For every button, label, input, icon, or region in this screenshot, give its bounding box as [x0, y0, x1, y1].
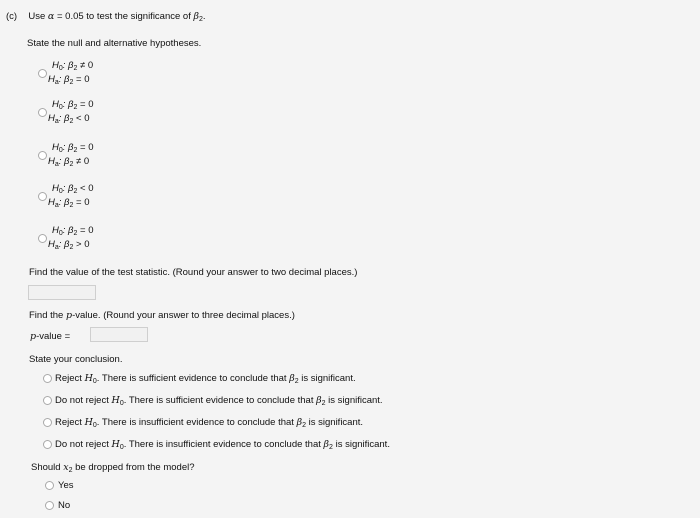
alt-hypothesis [48, 74, 90, 86]
conclusion-radio[interactable] [43, 396, 52, 405]
hypothesis-symbol: H [52, 183, 59, 194]
hypothesis-symbol: H [48, 156, 55, 167]
hypothesis-relation: < 0 [73, 113, 90, 124]
hypothesis-subscript: 0 [58, 65, 63, 72]
hypothesis-radio[interactable] [38, 192, 47, 201]
h-subscript: 0 [92, 378, 97, 385]
conclusion-action: Do not reject [55, 439, 109, 450]
hypothesis-subscript: 0 [58, 147, 63, 154]
beta-symbol: β [296, 417, 303, 428]
alt-hypothesis [48, 156, 89, 168]
hypothesis-symbol: H [48, 239, 55, 250]
p-value-prompt-italic: p [65, 310, 73, 321]
beta-subscript: 2 [73, 188, 78, 195]
hypothesis-symbol: H [52, 60, 59, 71]
conclusion-text: . There is insufficient evidence to conclude that [123, 439, 321, 450]
drop-question [31, 462, 195, 474]
alt-hypothesis [48, 239, 90, 251]
beta-subscript: 2 [69, 161, 74, 168]
hypothesis-subscript: a [54, 202, 59, 209]
p-value-prompt [29, 310, 295, 321]
null-hypothesis [52, 60, 93, 72]
h-subscript: 0 [119, 444, 124, 451]
h-symbol: H [84, 373, 93, 384]
p-value-prompt-pre: Find the [29, 310, 64, 321]
beta-symbol: : β [62, 183, 74, 194]
beta-subscript: 2 [73, 104, 78, 111]
drop-question-pre: Should [31, 462, 61, 473]
hypothesis-radio[interactable] [38, 234, 47, 243]
hypothesis-relation: = 0 [77, 142, 94, 153]
conclusion-radio[interactable] [43, 440, 52, 449]
beta-symbol: : β [58, 239, 70, 250]
conclusion-option[interactable] [55, 373, 356, 385]
h-subscript: 0 [92, 422, 97, 429]
conclusion-radio[interactable] [43, 418, 52, 427]
conclusion-radio[interactable] [43, 374, 52, 383]
alt-hypothesis [48, 113, 90, 125]
hypothesis-radio[interactable] [38, 69, 47, 78]
hypothesis-relation: < 0 [77, 183, 94, 194]
conclusion-action: Reject [55, 417, 82, 428]
p-value-label-italic: p [30, 331, 37, 342]
hypothesis-subscript: a [54, 244, 59, 251]
hypothesis-symbol: H [52, 99, 59, 110]
beta-subscript: 2 [321, 400, 326, 407]
beta-subscript: 2 [69, 118, 74, 125]
beta-symbol: : β [62, 142, 74, 153]
hypotheses-heading: State the null and alternative hypotheses. [27, 38, 202, 49]
beta-subscript: 2 [199, 16, 203, 23]
beta-symbol: : β [58, 113, 70, 124]
test-statistic-input[interactable] [28, 285, 96, 300]
beta-symbol: : β [58, 74, 70, 85]
beta-subscript: 2 [69, 244, 74, 251]
beta-subscript: 2 [69, 79, 74, 86]
prompt-pre: Use [28, 11, 46, 22]
conclusion-text: . There is sufficient evidence to conclude that [96, 373, 287, 384]
conclusion-heading: State your conclusion. [29, 354, 123, 365]
h-symbol: H [111, 439, 120, 450]
period: . [202, 11, 206, 22]
conclusion-action: Reject [55, 373, 82, 384]
hypothesis-subscript: 0 [58, 230, 63, 237]
hypothesis-subscript: a [54, 118, 59, 125]
drop-question-post: be dropped from the model? [75, 462, 195, 473]
conclusion-option[interactable] [55, 439, 390, 451]
conclusion-tail: is significant. [301, 373, 356, 384]
conclusion-action: Do not reject [55, 395, 109, 406]
hypothesis-symbol: H [52, 142, 59, 153]
conclusion-option[interactable] [55, 395, 383, 407]
p-value-prompt-post: -value. (Round your answer to three decimal places.) [72, 310, 295, 321]
conclusion-tail: is significant. [328, 395, 383, 406]
beta-symbol: β [193, 11, 199, 22]
conclusion-tail: is significant. [308, 417, 364, 428]
hypothesis-symbol: H [48, 197, 55, 208]
hypothesis-subscript: 0 [58, 188, 63, 195]
conclusion-option[interactable] [55, 417, 363, 429]
beta-subscript: 2 [73, 65, 78, 72]
beta-subscript: 2 [69, 202, 74, 209]
drop-answer-label[interactable]: Yes [58, 480, 74, 491]
hypothesis-subscript: a [54, 161, 59, 168]
null-hypothesis [52, 183, 94, 195]
beta-subscript: 2 [73, 230, 78, 237]
hypothesis-relation: = 0 [73, 74, 90, 85]
beta-subscript: 2 [329, 444, 333, 451]
hypothesis-relation: = 0 [77, 225, 94, 236]
null-hypothesis [52, 225, 94, 237]
beta-subscript: 2 [294, 378, 299, 385]
p-value-label [30, 331, 70, 342]
hypothesis-radio[interactable] [38, 108, 47, 117]
beta-subscript: 2 [73, 147, 78, 154]
h-symbol: H [84, 417, 93, 428]
beta-symbol: : β [58, 156, 70, 167]
hypothesis-symbol: H [48, 113, 55, 124]
null-hypothesis [52, 142, 94, 154]
beta-subscript: 2 [302, 422, 306, 429]
hypothesis-relation: ≠ 0 [77, 60, 94, 71]
hypothesis-subscript: a [54, 79, 59, 86]
beta-symbol: β [316, 395, 322, 406]
hypothesis-symbol: H [48, 74, 55, 85]
beta-symbol: : β [62, 60, 74, 71]
hypothesis-radio[interactable] [38, 151, 47, 160]
drop-answer-label[interactable]: No [58, 500, 71, 511]
part-label: (c) [6, 11, 18, 22]
conclusion-text: . There is sufficient evidence to conclude that [123, 395, 314, 406]
hypothesis-relation: = 0 [77, 99, 94, 110]
drop-answer-radio[interactable] [45, 481, 54, 490]
hypothesis-relation: ≠ 0 [73, 156, 90, 167]
x-subscript: 2 [68, 467, 73, 474]
hypothesis-relation: = 0 [73, 197, 90, 208]
conclusion-tail: is significant. [335, 439, 390, 450]
drop-answer-radio[interactable] [45, 501, 54, 510]
h-symbol: H [111, 395, 120, 406]
alt-hypothesis [48, 197, 90, 209]
null-hypothesis [52, 99, 94, 111]
beta-symbol: β [323, 439, 330, 450]
alpha-value: = 0.05 to test the significance of [56, 11, 191, 22]
test-statistic-prompt: Find the value of the test statistic. (Round your answer to two decimal places.) [29, 267, 358, 278]
p-value-label-rest: -value = [36, 331, 71, 342]
alpha-symbol: α [47, 11, 55, 22]
beta-symbol: : β [62, 225, 74, 236]
beta-symbol: : β [58, 197, 70, 208]
hypothesis-subscript: 0 [58, 104, 63, 111]
x-variable: x [63, 462, 69, 473]
hypothesis-symbol: H [52, 225, 59, 236]
conclusion-text: . There is insufficient evidence to conclude that [96, 417, 294, 428]
question-header [6, 11, 206, 23]
beta-symbol: : β [62, 99, 74, 110]
p-value-input[interactable] [90, 327, 148, 342]
beta-symbol: β [289, 373, 295, 384]
hypothesis-relation: > 0 [73, 239, 90, 250]
h-subscript: 0 [119, 400, 124, 407]
